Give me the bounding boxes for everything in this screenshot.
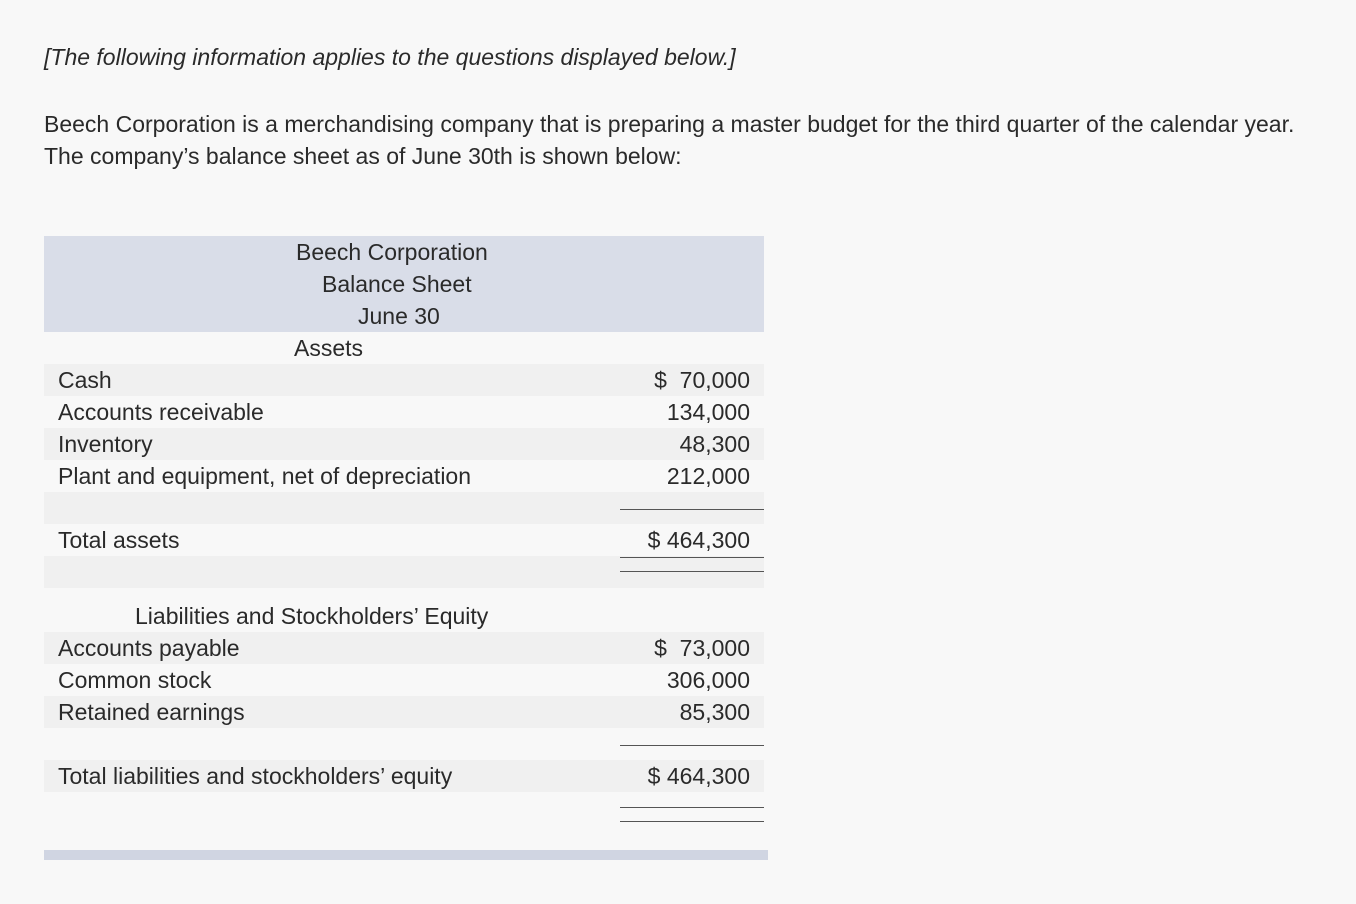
double-rule-bottom — [620, 571, 764, 572]
intro-note: [The following information applies to the questions displayed below.] — [44, 44, 736, 70]
table-row — [44, 664, 764, 696]
balance-sheet-header — [44, 236, 764, 332]
row-amount: $ 464,300 — [647, 763, 750, 789]
row-label: Inventory — [58, 431, 153, 457]
total-liabilities-row — [44, 760, 764, 792]
row-amount: $ 73,000 — [654, 635, 750, 661]
row-label: Retained earnings — [58, 699, 245, 725]
liabilities-heading: Liabilities and Stockholders’ Equity — [135, 603, 489, 629]
double-rule-top — [620, 557, 764, 558]
row-label: Accounts payable — [58, 635, 240, 661]
total-assets-row — [44, 524, 764, 556]
row-label: Accounts receivable — [58, 399, 264, 425]
balance-sheet-table — [44, 236, 764, 789]
row-label: Total liabilities and stockholders’ equity — [58, 763, 453, 789]
row-label: Total assets — [58, 527, 180, 553]
double-rule-top — [620, 807, 764, 808]
subtotal-rule — [620, 745, 764, 746]
spacer-row — [44, 492, 764, 524]
company-name: Beech Corporation — [296, 239, 488, 265]
row-label: Plant and equipment, net of depreciation — [58, 463, 472, 489]
row-amount: $ 70,000 — [654, 367, 750, 393]
table-bottom-bar — [44, 850, 768, 860]
spacer-row — [44, 556, 764, 588]
row-amount: 85,300 — [679, 699, 750, 725]
table-row — [44, 460, 764, 492]
row-amount: $ 464,300 — [647, 527, 750, 553]
row-amount: 134,000 — [666, 399, 750, 425]
table-row — [44, 632, 764, 664]
row-label: Common stock — [58, 667, 212, 693]
row-amount: 48,300 — [679, 431, 750, 457]
table-row — [44, 696, 764, 728]
intro-paragraph: Beech Corporation is a merchandising company that is preparing a master budget for the third quarter of the calendar year. The company’s balance sheet as of June 30th is shown below: — [44, 111, 1295, 169]
subtotal-rule — [620, 509, 764, 510]
row-amount: 306,000 — [666, 667, 750, 693]
statement-date: June 30 — [358, 303, 440, 329]
assets-heading: Assets — [294, 335, 364, 361]
table-row — [44, 364, 764, 396]
row-amount: 212,000 — [666, 463, 750, 489]
double-rule-bottom — [620, 821, 764, 822]
row-label: Cash — [58, 367, 112, 393]
table-row — [44, 396, 764, 428]
statement-title: Balance Sheet — [322, 271, 472, 297]
table-row — [44, 428, 764, 460]
